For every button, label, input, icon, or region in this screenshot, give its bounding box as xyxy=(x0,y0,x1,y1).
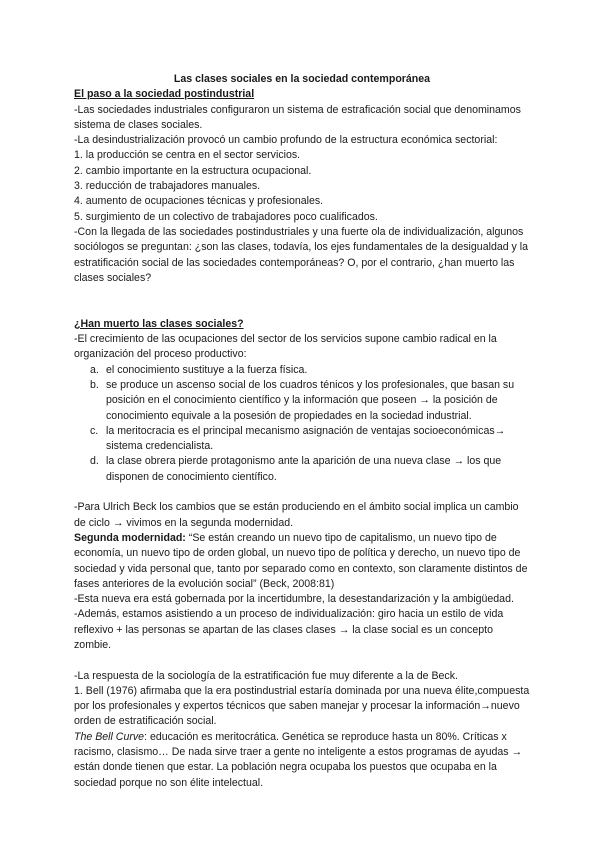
paragraph-incertidumbre: -Esta nueva era está gobernada por la incertidumbre, la desestandarización y la ambigüedad. xyxy=(74,593,514,606)
numbered-item-3: 3. reducción de trabajadores manuales. xyxy=(74,180,261,193)
section-heading-postindustrial: El paso a la sociedad postindustrial xyxy=(74,88,255,101)
list-item xyxy=(74,454,530,485)
spacer xyxy=(74,653,530,668)
paragraph-respuesta-sociologia: -La respuesta de la sociología de la estratificación fue muy diferente a la de Beck. xyxy=(74,669,458,682)
list-item-text: se produce un ascenso social de los cuadros ténicos y los profesionales, que basan su posición en el conocimiento científico y la información que poseen → la posición de conocimiento equivale a la posesión de propiedades en la sociedad industrial. xyxy=(106,378,515,422)
paragraph-bell-curve xyxy=(74,730,530,791)
spacer xyxy=(74,286,530,317)
lettered-list xyxy=(74,363,530,485)
paragraph-individualizacion: -Además, estamos asistiendo a un proceso de individualización: giro hacia un estilo de vida reflexivo + las personas se apartan de las clases clases → la clase social es un concepto zombie. xyxy=(74,608,504,651)
paragraph-sociedades-industriales: -Las sociedades industriales configuraron un sistema de estraficación social que denominamos sistema de clases sociales. xyxy=(74,103,521,131)
list-item xyxy=(74,363,530,378)
paragraph-desindustrializacion: -La desindustrialización provocó un cambio profundo de la estructura económica sectorial: xyxy=(74,134,498,147)
list-item-text: el conocimiento sustituye a la fuerza física. xyxy=(106,363,308,376)
numbered-item-2: 2. cambio importante en la estructura ocupacional. xyxy=(74,164,312,177)
list-marker: a. xyxy=(90,363,99,376)
list-marker: d. xyxy=(90,455,99,468)
section-heading-han-muerto: ¿Han muerto las clases sociales? xyxy=(74,317,244,330)
list-marker: c. xyxy=(90,424,99,437)
spacer xyxy=(74,485,530,500)
paragraph-individualizacion-pregunta: -Con la llegada de las sociedades postindustriales y una fuerte ola de individualización, algunos sociólogos se preguntan: ¿son las clases, todavía, los ejes fundamentales de la desigualdad y la estratificación social de las sociedades contemporáneas? O, por el contrario, ¿han muerto las clases sociales? xyxy=(74,225,529,284)
list-item-text: la meritocracia es el principal mecanismo asignación de ventajas socioeconómicas→ sistema credencialista. xyxy=(106,424,506,453)
segunda-modernidad-label: Segunda modernidad: xyxy=(74,531,186,544)
numbered-item-1: 1. la producción se centra en el sector servicios. xyxy=(74,149,301,162)
segunda-modernidad-quote: “Se están creando un nuevo tipo de capitalismo, un nuevo tipo de economía, un nuevo tipo de orden global, un nuevo tipo de política y derecho, un nuevo tipo de sociedad y vida personal que, tanto por separado como en contexto, son claramente distintos de fases anteriores de la evolución social” (Beck, 2008:81) xyxy=(74,531,528,590)
paragraph-crecimiento-servicios: -El crecimiento de las ocupaciones del sector de los servicios supone cambio radical en la organización del proceso productivo: xyxy=(74,333,497,361)
list-item-text: la clase obrera pierde protagonismo ante la aparición de una nueva clase → los que disponen de conocimiento científico. xyxy=(106,455,502,483)
numbered-item-5: 5. surgimiento de un colectivo de trabajadores poco cualificados. xyxy=(74,210,378,223)
bell-curve-text: : educación es meritocrática. Genética se reproduce hasta un 80%. Críticas x racismo, clasismo… De nada sirve traer a gente no inteligente a estos programas de ayudas → están donde tienen que estar. La población negra ocupaba los puestos que ocupaba en la sociedad porque no son élite intelectual. xyxy=(74,730,523,789)
numbered-item-4: 4. aumento de ocupaciones técnicas y profesionales. xyxy=(74,195,324,208)
paragraph-ulrich-beck: -Para Ulrich Beck los cambios que se están produciendo en el ámbito social implica un cambio de ciclo → vivimos en la segunda modernidad. xyxy=(74,501,519,529)
paragraph-segunda-modernidad xyxy=(74,531,530,592)
bell-curve-title: The Bell Curve xyxy=(74,730,145,743)
paragraph-bell: 1. Bell (1976) afirmaba que la era postindustrial estaría dominada por una nueva élite,compuesta por los profesionales y expertos técnicos que saben manejar y procesar la información→nuevo orden de estratificación social. xyxy=(74,684,530,728)
list-item xyxy=(74,378,530,424)
list-marker: b. xyxy=(90,378,99,391)
document-title: Las clases sociales en la sociedad contemporánea xyxy=(173,73,431,85)
list-item xyxy=(74,424,530,455)
